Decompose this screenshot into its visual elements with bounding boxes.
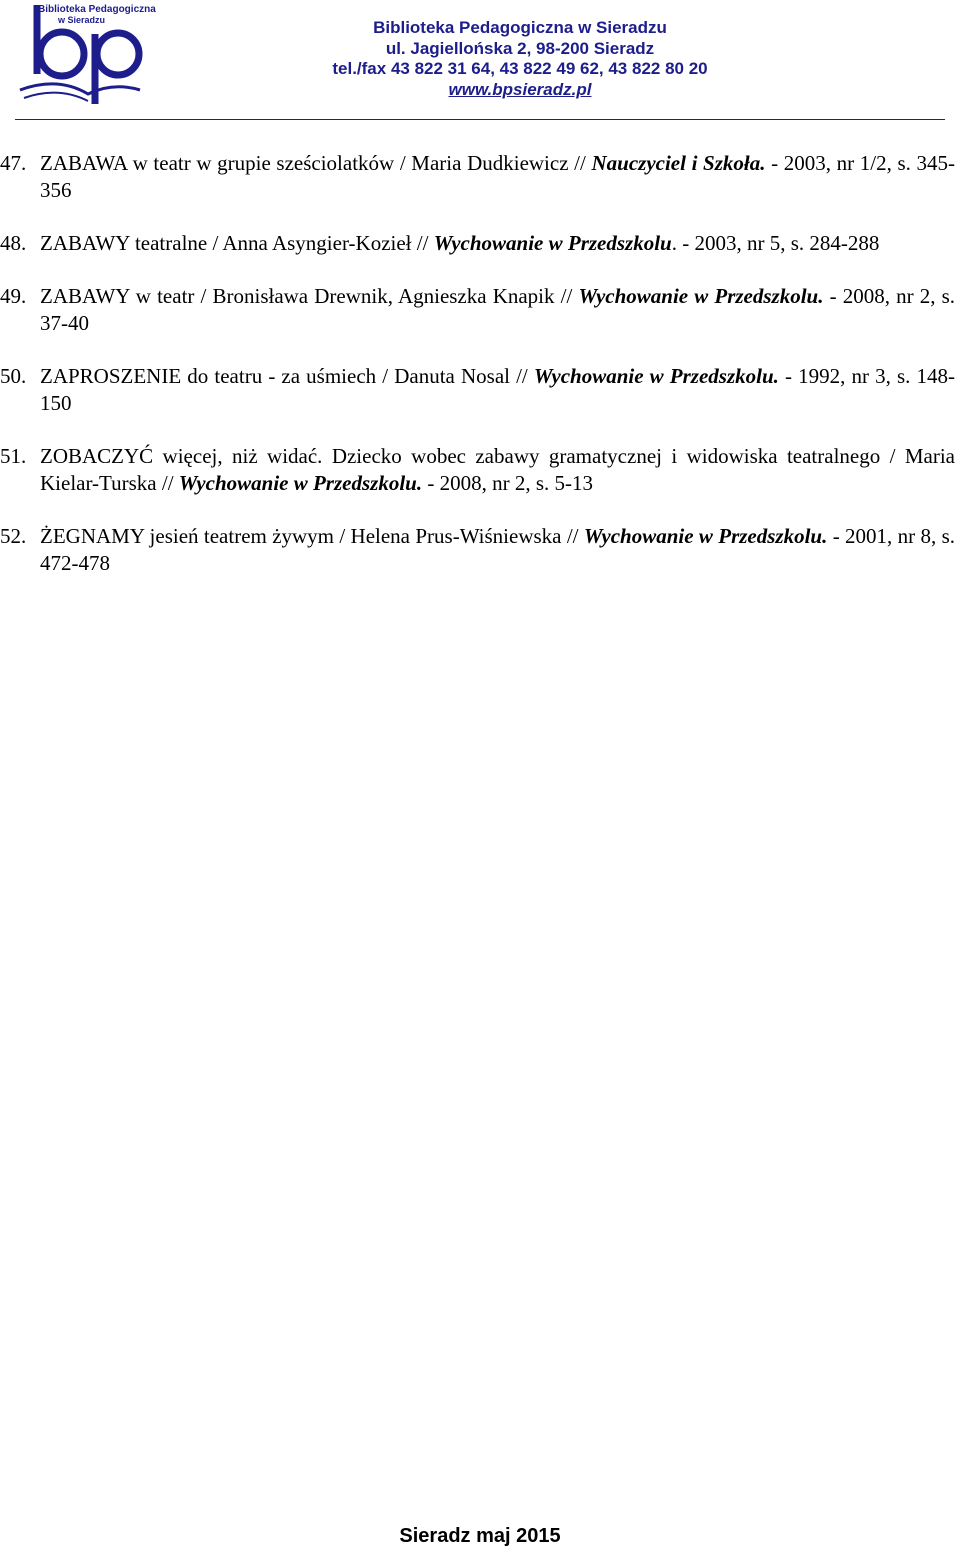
entry-journal: Wychowanie w Przedszkolu <box>433 231 672 255</box>
library-address: ul. Jagiellońska 2, 98-200 Sieradz <box>385 38 655 58</box>
entry-description: ZABAWA w teatr w grupie sześciolatków / Maria Dudkiewicz // <box>40 151 586 175</box>
entry-details: - 2008, nr 2, s. 5-13 <box>427 471 593 495</box>
bibliography-entry <box>0 363 955 417</box>
entry-journal: Nauczyciel i Szkoła. <box>591 151 766 175</box>
entry-description: ZABAWY teatralne / Anna Asyngier-Kozieł // <box>40 231 429 255</box>
library-logo-graphic <box>18 2 156 105</box>
entry-description: ZABAWY w teatr / Bronisława Drewnik, Agnieszka Knapik // <box>40 284 573 308</box>
bibliography-entry <box>0 283 955 337</box>
page-footer: Sieradz maj 2015 <box>399 1525 561 1547</box>
entry-number: 48. <box>0 231 27 255</box>
header-divider <box>15 119 945 120</box>
entry-details: - 1992, nr 3, s. 148-150 <box>40 364 956 415</box>
library-header <box>300 18 740 100</box>
library-name: Biblioteka Pedagogiczna w Sieradzu <box>373 18 667 37</box>
entry-description: ŻEGNAMY jesień teatrem żywym / Helena Prus-Wiśniewska // <box>40 524 579 548</box>
entry-number: 49. <box>0 284 27 308</box>
bibliography-entry <box>0 230 955 257</box>
entry-journal: Wychowanie w Przedszkolu. <box>578 284 824 308</box>
entry-details: - 2008, nr 2, s. 37-40 <box>40 284 955 335</box>
library-logo <box>18 2 156 105</box>
entry-details: - 2001, nr 8, s. 472-478 <box>40 524 956 575</box>
library-website-link[interactable]: www.bpsieradz.pl <box>448 79 592 99</box>
entry-journal: Wychowanie w Przedszkolu. <box>178 471 423 495</box>
entry-details: - 2003, nr 1/2, s. 345-356 <box>40 151 956 202</box>
bibliography-entry <box>0 150 955 204</box>
library-phone: tel./fax 43 822 31 64, 43 822 49 62, 43 822 80 20 <box>332 59 708 78</box>
entry-number: 51. <box>0 444 27 468</box>
entry-description: ZAPROSZENIE do teatru - za uśmiech / Danuta Nosal // <box>40 364 528 388</box>
bibliography-entry <box>0 443 955 497</box>
logo-line2: w Sieradzu <box>58 15 106 25</box>
entry-number: 50. <box>0 364 27 388</box>
entry-number: 52. <box>0 524 27 548</box>
entry-journal: Wychowanie w Przedszkolu. <box>533 364 779 388</box>
bibliography-list <box>0 150 960 603</box>
logo-line1: Biblioteka Pedagogiczna <box>38 4 156 15</box>
entry-details: . - 2003, nr 5, s. 284-288 <box>671 231 880 255</box>
entry-description: ZOBACZYĆ więcej, niż widać. Dziecko wobec zabawy gramatycznej i widowiska teatralnego / Maria Kielar-Turska // <box>40 444 955 495</box>
entry-number: 47. <box>0 151 27 175</box>
bibliography-entry <box>0 523 955 577</box>
entry-journal: Wychowanie w Przedszkolu. <box>583 524 828 548</box>
